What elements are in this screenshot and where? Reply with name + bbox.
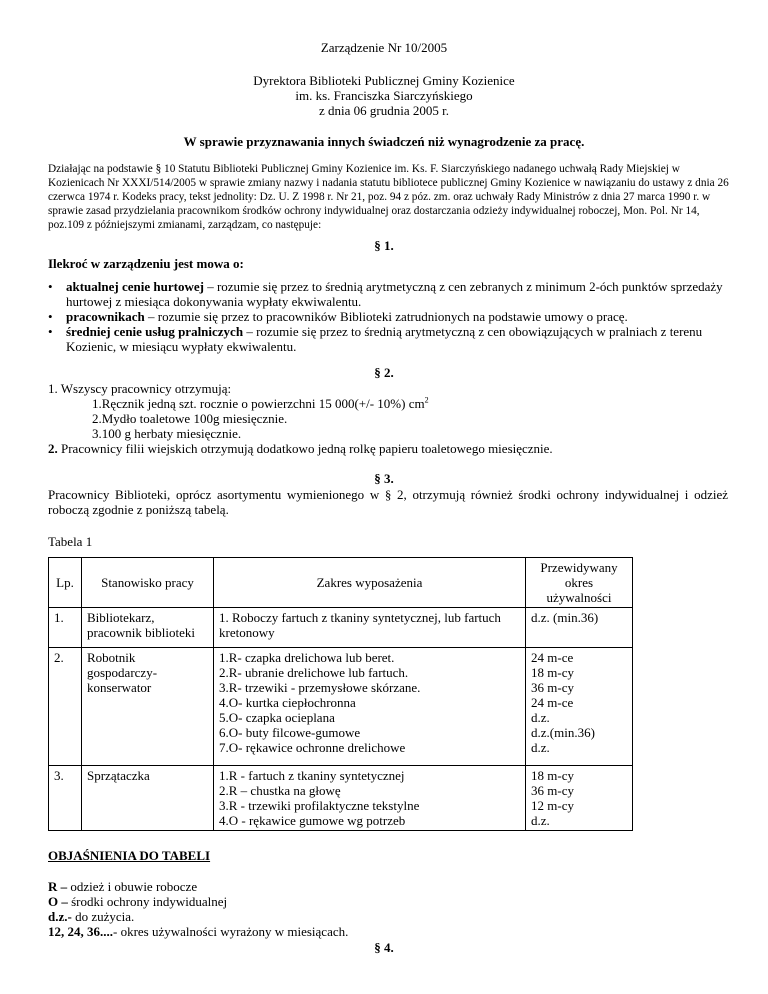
section-2-subitem: 1.Ręcznik jedną szt. rocznie o powierzchni 15 000(+/- 10%) $cm^2$ bbox=[92, 395, 429, 411]
issuer-line-1: Dyrektora Biblioteki Publicznej Gminy Kozienice bbox=[253, 73, 515, 88]
list-item bbox=[48, 279, 728, 309]
section-2-subitem: 2.Mydło toaletowe 100g miesięcznie. bbox=[92, 411, 288, 426]
legend-item: O – środki ochrony indywidualnej bbox=[48, 894, 228, 909]
section-1-heading: § 1. bbox=[374, 238, 394, 253]
table-row bbox=[49, 648, 633, 766]
definitions-list bbox=[48, 279, 728, 354]
column-header: Zakres wyposażenia bbox=[214, 558, 526, 608]
cell-period: 24 m-ce 18 m-cy 36 m-cy 24 m-ce d.z. d.z.(min.36) d.z. bbox=[526, 648, 633, 766]
section-2-heading: § 2. bbox=[374, 365, 394, 380]
cell-equipment: 1.R - fartuch z tkaniny syntetycznej 2.R – chustka na głowę 3.R - trzewiki profilaktyczne tekstylne 4.O - rękawice gumowe wg potrzeb bbox=[214, 766, 526, 831]
term: pracownikach bbox=[66, 309, 145, 324]
column-header: Przewidywany okres używalności bbox=[526, 558, 633, 608]
term: średniej cenie usług pralniczych bbox=[66, 324, 244, 339]
bullet-icon: • bbox=[48, 324, 53, 339]
list-item bbox=[48, 309, 728, 324]
cell-lp: 1. bbox=[49, 608, 82, 648]
legend-heading: OBJAŚNIENIA DO TABELI bbox=[48, 848, 211, 863]
cell-lp: 3. bbox=[49, 766, 82, 831]
definition: – rozumie się przez to pracowników Biblioteki zatrudnionych na podstawie umowy o pracę. bbox=[144, 309, 628, 324]
cell-equipment: 1.R- czapka drelichowa lub beret. 2.R- ubranie drelichowe lub fartuch. 3.R- trzewiki - przemysłowe skórzane. 4.O- kurtka ciepłochronna 5.O- czapka ocieplana 6.O- buty filcowe-gumowe 7.O- rękawice ochronne drelichowe bbox=[214, 648, 526, 766]
section-2-point-1: 1. Wszyscy pracownicy otrzymują: bbox=[48, 381, 232, 396]
ordinance-number: Zarządzenie Nr 10/2005 bbox=[320, 40, 448, 55]
cell-position: Bibliotekarz, pracownik biblioteki bbox=[82, 608, 214, 648]
cell-position: Sprzątaczka bbox=[82, 766, 214, 831]
bullet-icon: • bbox=[48, 279, 53, 294]
cell-lp: 2. bbox=[49, 648, 82, 766]
column-header: Stanowisko pracy bbox=[82, 558, 214, 608]
issue-date: z dnia 06 grudnia 2005 r. bbox=[319, 103, 449, 118]
table-caption: Tabela 1 bbox=[48, 534, 93, 549]
issuer-line-2: im. ks. Franciszka Siarczyńskiego bbox=[295, 88, 473, 103]
cell-position: Robotnik gospodarczy-konserwator bbox=[82, 648, 214, 766]
section-2-subitem: 3.100 g herbaty miesięcznie. bbox=[92, 426, 242, 441]
table-row bbox=[49, 766, 633, 831]
legend-item: d.z.- do zużycia. bbox=[48, 909, 135, 924]
preamble: Działając na podstawie § 10 Statutu Biblioteki Publicznej Gminy Kozienice im. Ks. F. Siarczyńskiego nadanego uchwałą Rady Miejskiej w Kozienicach Nr XXXI/514/2005 w sprawie zmiany nazwy i nadania statutu bibliotece publicznej Gminy Kozienice w nawiązaniu do ustawy z dnia 26 czerwca 1974 r. Kodeks pracy, tekst jednolity: Dz. U. Z 1998 r. Nr 21, poz. 94 z póz. zm. oraz uchwały Rady Ministrów z dnia 27 marca 1990 r. w sprawie zasad przydzielania pracownikom środków ochrony indywidualnej oraz dostarczania odzieży indywidualnej roboczej, Mon. Pol. Nr 14, poz.109 z późniejszymi zmianami, zarządzam, co następuje: bbox=[48, 163, 729, 231]
section-1-intro: Ilekroć w zarządzeniu jest mowa o: bbox=[48, 256, 244, 271]
term: aktualnej cenie hurtowej bbox=[66, 279, 204, 294]
section-3-heading: § 3. bbox=[374, 471, 394, 486]
table-row bbox=[49, 608, 633, 648]
legend-item: R – odzież i obuwie robocze bbox=[48, 879, 198, 894]
legend-item: 12, 24, 36....- okres używalności wyrażony w miesiącach. bbox=[48, 924, 349, 939]
bullet-icon: • bbox=[48, 309, 53, 324]
protective-equipment-table bbox=[48, 557, 633, 831]
column-header: Lp. bbox=[49, 558, 82, 608]
cell-period: d.z. (min.36) bbox=[526, 608, 633, 648]
section-4-heading: § 4. bbox=[374, 940, 394, 955]
section-3-text: Pracownicy Biblioteki, oprócz asortymentu wymienionego w § 2, otrzymują również środki ochrony indywidualnej i odzież roboczą zgodnie z poniższą tabelą. bbox=[48, 487, 728, 517]
definition: – rozumie się przez to średnią arytmetyczną z cen obowiązujących w pralniach z terenu Kozienic, w miesiącu wypłaty ekwiwalentu. bbox=[66, 324, 703, 354]
list-item bbox=[48, 324, 728, 354]
definition: – rozumie się przez to średnią arytmetyczną z cen zebranych z minimum 2-óch punktów sprzedaży hurtowej z miesiąca dokonywania wypłaty ekwiwalentu. bbox=[66, 279, 723, 309]
section-2-point-2: 2. Pracownicy filii wiejskich otrzymują dodatkowo jedną rolkę papieru toaletowego miesięcznie. bbox=[48, 441, 553, 456]
cell-equipment: 1. Roboczy fartuch z tkaniny syntetycznej, lub fartuch kretonowy bbox=[214, 608, 526, 648]
cell-period: 18 m-cy 36 m-cy 12 m-cy d.z. bbox=[526, 766, 633, 831]
document-subject: W sprawie przyznawania innych świadczeń niż wynagrodzenie za pracę. bbox=[183, 134, 585, 149]
table-header-row bbox=[49, 558, 633, 608]
